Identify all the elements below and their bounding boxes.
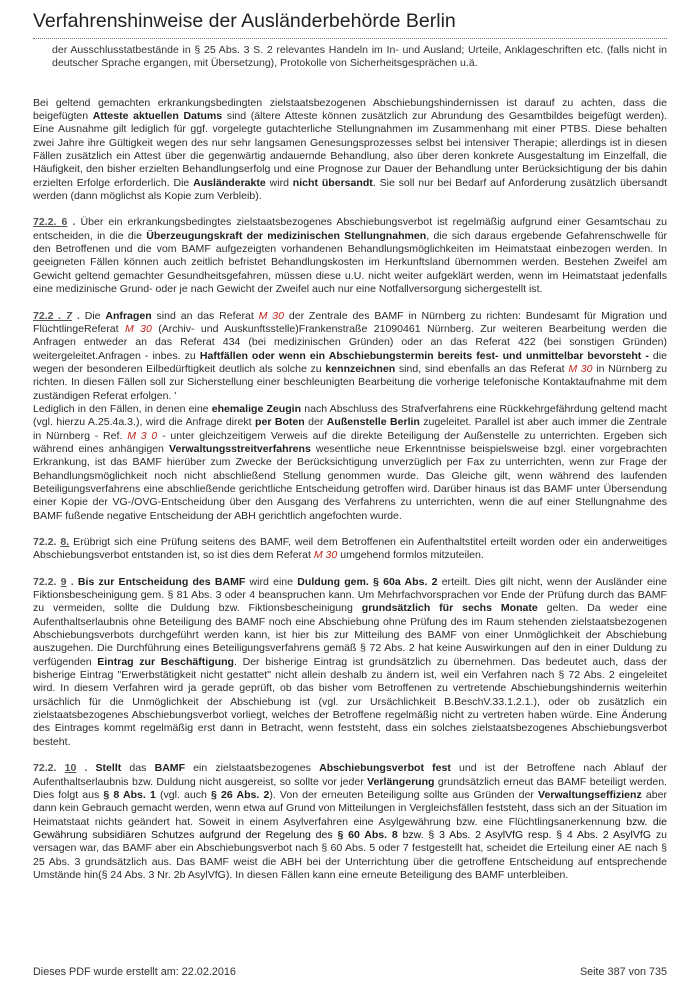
referat-m30: M 30 [124,322,152,335]
section-number: 72.2. 9 . [33,575,74,588]
referat-m30: M 3 0 [127,429,158,442]
header-divider [33,38,667,39]
referat-m30: M 30 [313,549,338,562]
paragraph-72-2-9: 72.2. 9 . Bis zur Entscheidung des BAMF wird eine Duldung gem. § 60a Abs. 2 erteilt. Dies gilt nicht, wenn der Ausländer eine Fiktionsbescheinigung gem. § 81 Abs. 3 oder 4 beanspruchen kann. Um Mehrfachvorsprachen vor Ende der Prüfung durch das BAMF zu vermeiden, sollte die Duldung bzw. Fiktionsbescheinigung grundsätzlich für sechs Monate gelten. Da weder eine Aufenthaltserlaubnis ohne Beteiligung des BAMF noch eine Abschiebung ohne Prüfung des im Raum stehenden zielstaatsbezogenen Abschiebungsverbots durchgeführt werden kann, ist hier bis zur Mitteilung des BAMF von einer Unmöglichkeit der Abschiebung auszugehen. Die Durchführung eines Beteiligungsverfahrens gemäß § 72 Abs. 2 hat keine Auswirkungen auf den in einer Duldung zu verfügenden Eintrag zur Beschäftigung. Der bisherige Eintrag ist grundsätzlich zu übernehmen. Das bedeutet auch, dass der bisherige Eintrag "Erwerbstätigkeit nicht gestattet" nicht allein deshalb zu ändern ist, weil ein Verfahren nach § 72 Abs. 2 eingeleitet wird. In diesem Verfahren wird ja gerade geprüft, ob das bisher vom Betroffenen zu vertretende Abschiebungshindernis weiterhin ursächlich für die Unmöglichkeit der Abschiebung ist (vgl. zur Ursächlichkeit B.BeschV.33.1.2.1.), oder ob zusätzlich ein zielstaatsbezogenes Abschiebungsverbot vorliegt, welches der Betroffene regelmäßig nicht zu vertreten haben würde. Eine Änderung des Eintrages kommt regelmäßig erst dann in Betracht, wenn feststeht, dass ein solches zielstaatsbezogenes Abschiebungsverbot besteht. [33,575,668,748]
paragraph-continuation: der Ausschlusstatbestände in § 25 Abs. 3 S. 2 relevantes Handeln im In- und Ausland; Urteile, Anklageschriften etc. (falls nicht in deutscher Sprache ergangen, mit Übersetzung), Protokolle von Sicherheitsgesprächen u.ä. [52,44,667,70]
referat-m30: M 30 [568,362,593,375]
document-body [33,44,667,882]
section-number: 72.2. 10 . [33,762,88,775]
document-title: Verfahrenshinweise der Ausländerbehörde Berlin [33,10,456,32]
footer-created-date: Dieses PDF wurde erstellt am: 22.02.2016 [33,966,236,978]
section-number: 72.2. 8. [33,536,70,548]
paragraph-72-2-10: 72.2. 10 . Stellt das BAMF ein zielstaatsbezogenes Abschiebungsverbot fest und ist der Betroffene nach Ablauf der Aufenthaltserlaubnis bzw. Duldung nicht ausgereist, so sollte vor jeder Verlängerung grundsätzlich erneut das BAMF beteiligt werden. Dies folgt aus § 8 Abs. 1 (vgl. auch § 26 Abs. 2). Von der erneuten Beteiligung sollte aus Gründen der Verwaltungseffizienz aber dann kein Gebrauch gemacht werden, wenn etwa auf Grund von Mitteilungen in Vergleichsfällen feststeht, dass sich an der Situation im Heimatstaat nichts geändert hat. Soweit in einem Asylverfahren eine Asylgewährung bzw. eine Flüchtlingsanerkennung bzw. die Gewährung subsidiären Schutzes aufgrund der Regelung des § 60 Abs. 8 bzw. § 3 Abs. 2 AsylVfG resp. § 4 Abs. 2 AsylVfG zu versagen war, das BAMF aber ein Abschiebungsverbot nach § 60 Abs. 5 oder 7 festgestellt hat, scheidet die Erteilung einer AE nach § 25 Abs. 3 grundsätzlich aus. Das BAMF weist die ABH bei der Unterrichtung über die getroffene Entscheidung auf entsprechende Umstände hin(§ 24 Abs. 3 Nr. 2b AsylVfG). In diesen Fällen kann eine erneute Beteiligung des BAMF unterbleiben. [33,762,668,881]
section-number: 72.2. 6 . [33,216,76,229]
section-number: 72.2 . 7 . [33,309,80,322]
paragraph-72-2-7: 72.2 . 7 . Die Anfragen sind an das Referat M 30 der Zentrale des BAMF in Nürnberg zu richten: Bundesamt für Migration und FlüchtlingeReferat M 30 (Archiv- und Auskunftsstelle)Frankenstraße 21090461 Nürnberg. Zur weiteren Bearbeitung werden die Anfragen entweder an das Referat 434 (bei medizinischen Gründen) oder an das Referat 422 (bei sonstigen Gründen) weitergeleitet.Anfragen - inbes. zu Haftfällen oder wenn ein Abschiebungstermin bereits fest- und unmittelbar bevorsteht - die wegen der besonderen Eilbedürftigkeit deutlich als solche zu kennzeichnen sind, sind ebenfalls an das Referat M 30 in Nürnberg zu richten. In diesen Fällen soll zur Sicherstellung einer beschleunigten Bearbeitung die vorherige telefonische Kontaktaufnahme mit dem zuständigen Referat erfolgen. ' Lediglich in den Fällen, in denen eine ehemalige Zeugin nach Abschluss des Strafverfahrens eine Rückkehrgefährdung geltend macht (vgl. hierzu A.25.4a.3.), wird die Anfrage direkt per Boten der Außenstelle Berlin zugeleitet. Parallel ist aber auch immer die Zentrale in Nürnberg - Ref. M 3 0 - unter gleichzeitigem Verweis auf die direkte Beteiligung der Außenstelle zu unterrichten. Ergeben sich während eines anhängigen Verwaltungsstreitverfahrens wesentliche neue Erkenntnisse beispielsweise bzgl. einer vorgebrachten Erkrankung, ist das BAMF hierüber zum Zwecke der Berücksichtigung unverzüglich per Fax zu unterrichten, wenn zur Frage der Behandlungsmöglichkeit noch nicht abschließend Stellung genommen wurde. Das Gleiche gilt, wenn während des laufenden Beteiligungsverfahrens eine abschließende gerichtliche Entscheidung getroffen wird. Darüber hinaus ist das BAMF unter Übersendung einer Kopie der VG-/OVG-Entscheidung über den Ausgang des Verfahrens zu unterrichten, wenn die auf einer Stellungnahme des BAMF fußende negative Entscheidung der ABH gerichtlich angefochten wurde. [33,309,668,522]
paragraph-72-2-6: 72.2. 6 . Über ein erkrankungsbedingtes zielstaatsbezogenes Abschiebungsverbot ist regelmäßig aufgrund einer Gesamtschau zu entscheiden, in die die Überzeugungskraft der medizinischen Stellungnahmen, die sich daraus ergebende Gefahrenschwelle für den Betroffenen und die vom BAMF aufgezeigten vorhandenen Behandlungsmöglichkeiten im Heimatstaat einbezogen werden. In geeigneten Fällen können auch zeitlich befristet Behandlungskosten im Herkunftsland übernommen werden. Bestehen Zweifel am Gewicht geltend gemachter Gesundheitsgefahren, müssen diese u.U. nicht weiter aufgeklärt werden, wenn im Heimatstaat jedenfalls eine medizinische Grund- oder je nach Gewicht der Zweifel auch nur eine Notfallversorgung sichergestellt ist. [33,216,667,296]
referat-m30: M 30 [258,309,284,322]
paragraph-72-2-8: 72.2. 8. Erübrigt sich eine Prüfung seitens des BAMF, weil dem Betroffenen ein Aufenthaltstitel erteilt worden oder ein anderweitiges Abschiebungsverbot entstanden ist, so ist dies dem Referat M 30 umgehend formlos mitzuteilen. [33,536,667,562]
paragraph-atteste: Bei geltend gemachten erkrankungsbedingten zielstaatsbezogenen Abschiebungshindernissen ist darauf zu achten, dass die beigefügten Atteste aktuellen Datums sind (ältere Atteste können zusätzlich zur Abrundung des Gesamtbildes beigefügt werden). Eine Ausnahme gilt lediglich für ggf. vorgelegte gutachterliche Stellungnahmen im Zusammenhang mit einer PTBS. Diese behalten zwei Jahre ihre Gültigkeit wegen des nur sehr langsamen Genesungsprozesses selbst bei intensiver Therapie; allerdings ist in diesen Fällen zusätzlich ein Attest über die gegenwärtig andauernde Behandlung, also über deren konkrete Ausgestaltung im Einzelfall, die Häufigkeit, den bisher erzielten Behandlungserfolg und eine Prognose zur Dauer der Behandlung unter Berücksichtigung der bis dahin erzielten Erfolge erforderlich. Die Ausländerakte wird nicht übersandt. Sie soll nur bei Bedarf auf Anforderung zusätzlich übersandt werden (dann möglichst als Kopie zum Verbleib). [33,96,668,203]
footer-page-number: Seite 387 von 735 [579,966,667,978]
page-header [33,8,667,39]
